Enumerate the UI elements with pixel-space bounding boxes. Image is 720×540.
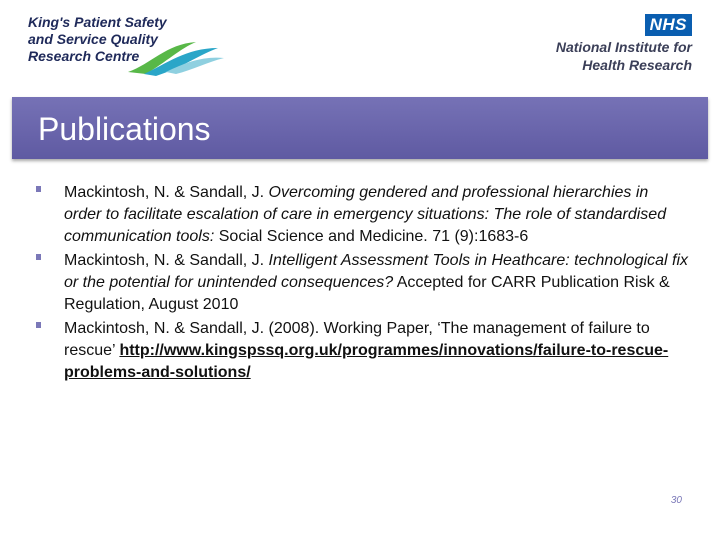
bullet-icon [36,322,41,328]
publication-authors: Mackintosh, N. & Sandall, J. [64,252,269,269]
nihr-logo-line-2: Health Research [582,57,692,73]
publication-list [30,182,690,386]
nihr-logo [522,14,692,76]
page-number: 30 [670,495,682,506]
bullet-icon [36,186,41,192]
publication-text [64,250,690,316]
publication-text [64,182,690,248]
kings-logo-line-1: King's Patient Safety [28,14,167,30]
list-item [30,318,690,384]
publication-title: Intelligent Assessment Tools in Heathcare: technological fix or the potential for unintended consequences? [64,252,689,291]
bullet-icon [36,254,41,260]
publication-link[interactable]: http://www.kingspssq.org.uk/programmes/innovations/failure-to-rescue-problems-and-solutions/ [64,342,669,381]
kings-patient-safety-logo [28,14,228,80]
publication-authors: Mackintosh, N. & Sandall, J. [64,184,269,201]
publication-authors: Mackintosh, N. & Sandall, J. (2008). Working Paper, ‘The management of failure to rescue’ [64,320,650,359]
kings-logo-line-3: Research Centre [28,48,140,64]
nhs-badge: NHS [645,14,692,36]
publication-details: Social Science and Medicine. 71 (9):1683-6 [214,228,529,245]
list-item [30,182,690,248]
slide-title: Publications [38,111,211,147]
nihr-logo-line-1: National Institute for [555,39,692,55]
swoosh-icon [126,34,226,78]
publication-title: Overcoming gendered and professional hierarchies in order to facilitate escalation of care in emergency situations: The role of standardised communication tools: [64,184,667,245]
publication-details: Accepted for CARR Publication Risk & Regulation, August 2010 [64,274,670,313]
list-item [30,250,690,316]
kings-logo-line-2: and Service Quality [28,31,158,47]
publication-text [64,318,690,384]
title-band [12,97,708,159]
